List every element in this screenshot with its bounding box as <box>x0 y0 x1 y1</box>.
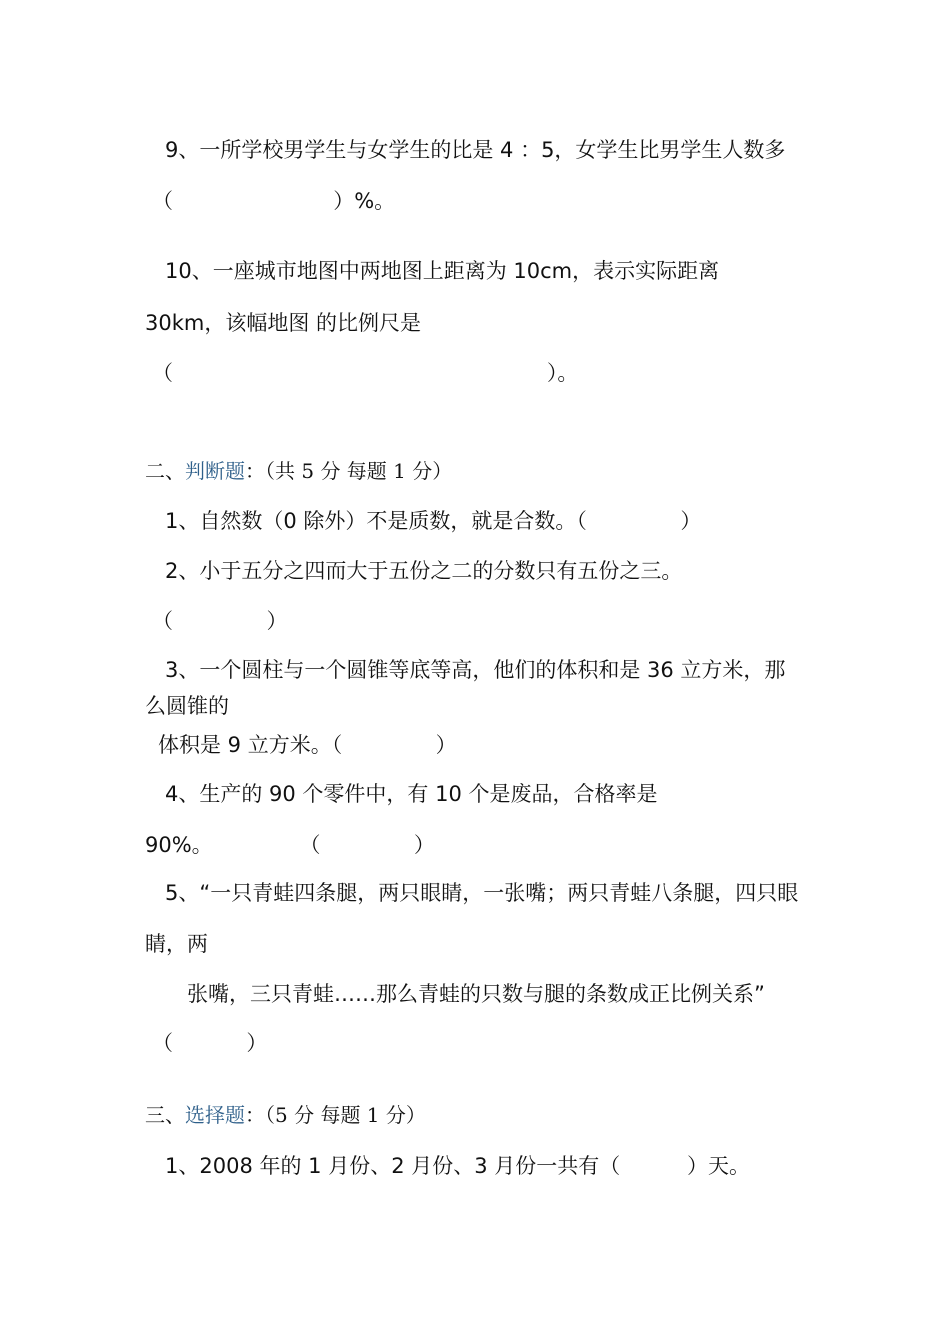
section-number: 三、 <box>145 1103 185 1127</box>
section-title: 选择题 <box>185 1103 245 1127</box>
judge-question-4-line2: 90%。 （ ） <box>145 833 435 857</box>
section-scoring: ：（共 5 分 每题 1 分） <box>245 459 453 483</box>
section-scoring: ：（5 分 每题 1 分） <box>245 1103 426 1127</box>
question-9-line1: 9、一所学校男学生与女学生的比是 4 ：5，女学生比男学生人数多 <box>165 138 786 162</box>
judge-question-3-line2: 么圆锥的 <box>145 694 229 718</box>
section-true-false-heading <box>145 458 452 484</box>
judge-question-2-line1: 2、小于五分之四而大于五份之二的分数只有五份之三。 <box>165 559 683 583</box>
judge-question-3-line1: 3、一个圆柱与一个圆锥等底等高，他们的体积和是 36 立方米，那 <box>165 658 786 682</box>
choice-question-1: 1、2008 年的 1 月份、2 月份、3 月份一共有（ ）天。 <box>165 1154 751 1178</box>
question-9-answer-blank: （ ）%。 <box>152 189 396 213</box>
judge-question-4-line1: 4、生产的 90 个零件中，有 10 个是废品，合格率是 <box>165 782 658 806</box>
section-number: 二、 <box>145 459 185 483</box>
judge-question-5-line1: 5、“一只青蛙四条腿，两只眼睛，一张嘴；两只青蛙八条腿，四只眼 <box>165 881 799 905</box>
question-10-line2: 30km，该幅地图 的比例尺是 <box>145 311 422 335</box>
judge-question-3-line3: 体积是 9 立方米。（ ） <box>158 733 457 757</box>
judge-question-2-answer-blank: （ ） <box>152 609 288 633</box>
judge-question-5-line3: 张嘴，三只青蛙……那么青蛙的只数与腿的条数成正比例关系” <box>187 982 765 1006</box>
judge-question-1: 1、自然数（0 除外）不是质数，就是合数。（ ） <box>165 509 702 533</box>
section-multiple-choice-heading <box>145 1102 426 1128</box>
judge-question-5-answer-blank: （ ） <box>152 1031 268 1055</box>
judge-question-5-line2: 睛，两 <box>145 932 208 956</box>
question-10-line1: 10、一座城市地图中两地图上距离为 10cm，表示实际距离 <box>165 259 720 283</box>
question-10-answer-blank: （ ）。 <box>152 361 579 385</box>
section-title: 判断题 <box>185 459 245 483</box>
